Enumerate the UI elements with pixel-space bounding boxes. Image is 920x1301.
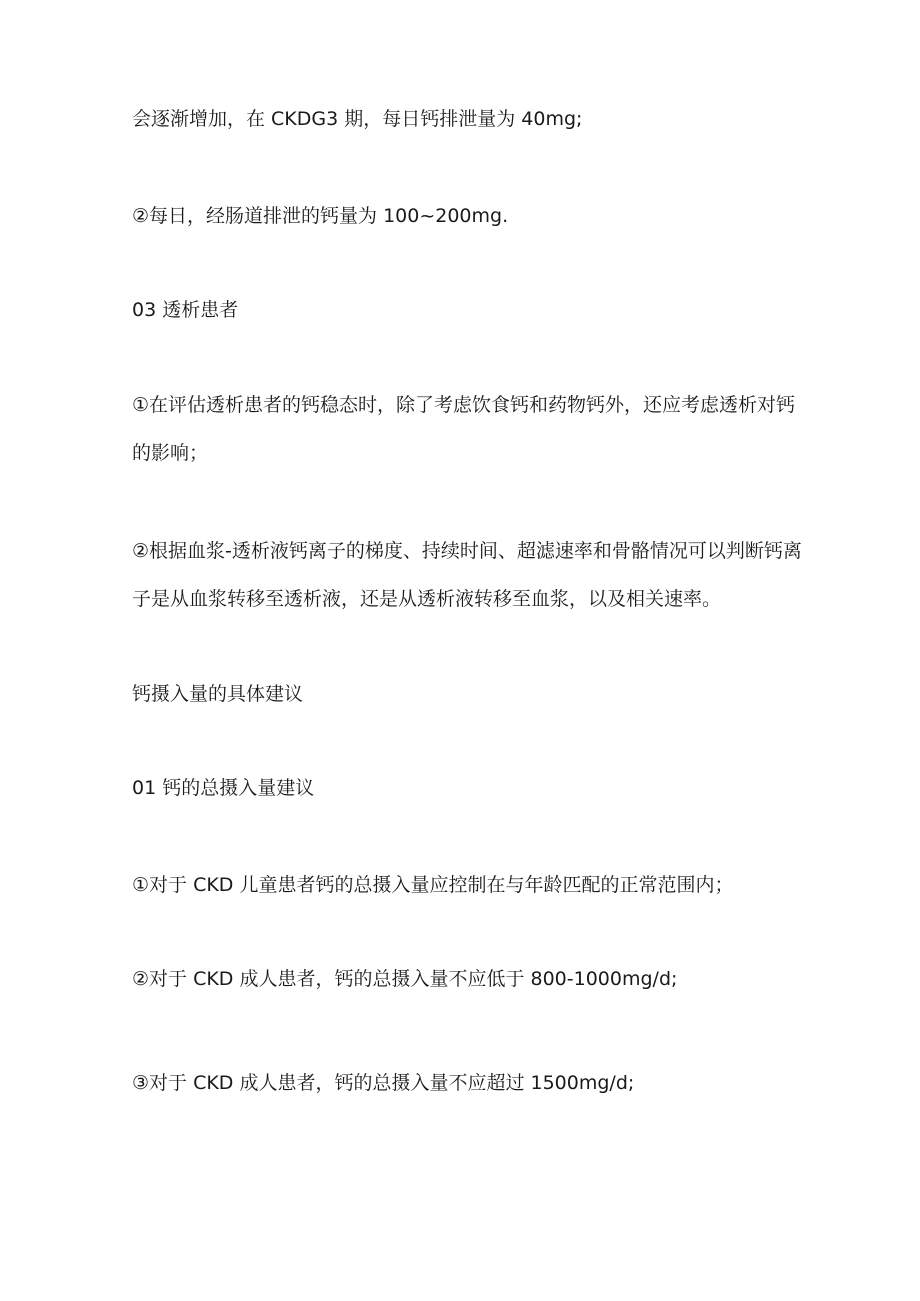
paragraph-line: ②对于 CKD 成人患者，钙的总摄入量不应低于 800-1000mg/d;: [132, 968, 678, 990]
paragraph-line: ②根据血浆-透析液钙离子的梯度、持续时间、超滤速率和骨骼情况可以判断钙离: [132, 540, 802, 562]
paragraph-line: 会逐渐增加，在 CKDG3 期，每日钙排泄量为 40mg;: [132, 108, 583, 130]
paragraph-line: ①对于 CKD 儿童患者钙的总摄入量应控制在与年龄匹配的正常范围内；: [132, 874, 734, 896]
section-heading: 03 透析患者: [132, 299, 239, 321]
section-heading: 01 钙的总摄入量建议: [132, 777, 315, 799]
paragraph-line: ③对于 CKD 成人患者，钙的总摄入量不应超过 1500mg/d;: [132, 1072, 635, 1094]
paragraph-line: 子是从血浆转移至透析液，还是从透析液转移至血浆，以及相关速率。: [132, 588, 722, 610]
paragraph-line: 的影响；: [132, 442, 209, 464]
section-heading: 钙摄入量的具体建议: [132, 683, 304, 705]
paragraph-line: ①在评估透析患者的钙稳态时，除了考虑饮食钙和药物钙外，还应考虑透析对钙: [132, 394, 796, 416]
paragraph-line: ②每日，经肠道排泄的钙量为 100~200mg.: [132, 205, 509, 227]
